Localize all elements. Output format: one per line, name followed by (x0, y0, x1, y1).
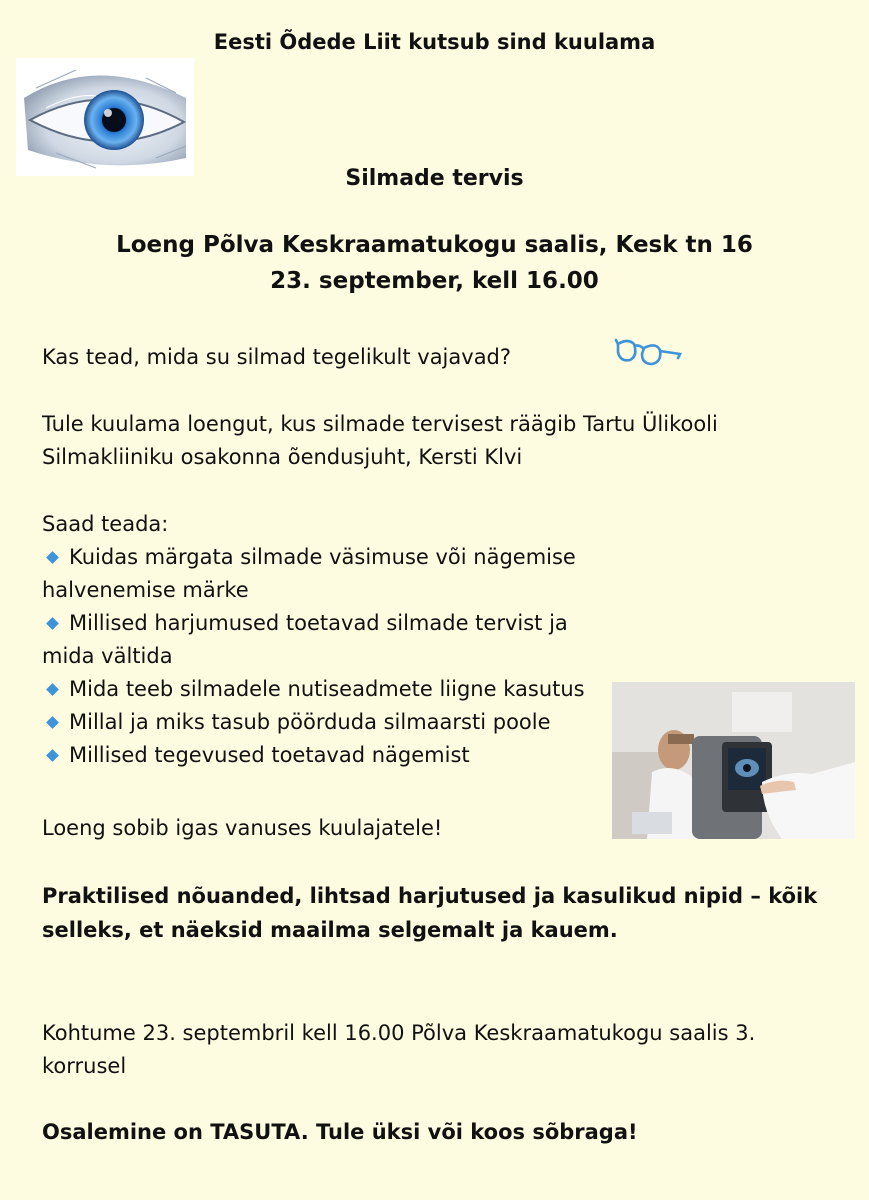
diamond-bullet-icon (46, 716, 59, 729)
intro-question: Kas tead, mida su silmad tegelikult vajavad? (42, 345, 512, 369)
learn-heading: Saad teada: (42, 512, 169, 536)
list-item: Millised harjumused toetavad silmade tervist ja mida vältida (42, 611, 568, 668)
highlight-text: Praktilised nõuanded, lihtsad harjutused ja kasulikud nipid – kõik selleks, et näeksid maailma selgemalt ja kauem. (42, 884, 818, 942)
participation-text: Osalemine on TASUTA. Tule üksi või koos sõbraga! (42, 1120, 638, 1144)
diamond-bullet-icon (46, 551, 59, 564)
glasses-icon (614, 334, 684, 378)
audience-text: Loeng sobib igas vanuses kuulajatele! (42, 816, 443, 840)
event-date: 23. september, kell 16.00 (270, 268, 599, 294)
learn-list (42, 541, 602, 772)
list-item: Kuidas märgata silmade väsimuse või nägemise halvenemise märke (42, 545, 576, 602)
event-title: Silmade tervis (345, 166, 524, 191)
event-location: Loeng Põlva Keskraamatukogu saalis, Kesk tn 16 (116, 232, 753, 258)
list-item: Millised tegevused toetavad nägemist (42, 739, 602, 772)
list-item: Millal ja miks tasub pöörduda silmaarsti poole (42, 706, 602, 739)
diamond-bullet-icon (46, 749, 59, 762)
diamond-bullet-icon (46, 617, 59, 630)
diamond-bullet-icon (46, 683, 59, 696)
meeting-text: Kohtume 23. septembril kell 16.00 Põlva Keskraamatukogu saalis 3. korrusel (42, 1021, 756, 1078)
organizer-line: Eesti Õdede Liit kutsub sind kuulama (213, 30, 656, 54)
eye-photo (16, 58, 194, 176)
list-item: Mida teeb silmadele nutiseadmete liigne kasutus (42, 673, 602, 706)
intro-description: Tule kuulama loengut, kus silmade tervisest räägib Tartu Ülikooli Silmakliiniku osakonna õendusjuht, Kersti Klvi (42, 412, 718, 469)
